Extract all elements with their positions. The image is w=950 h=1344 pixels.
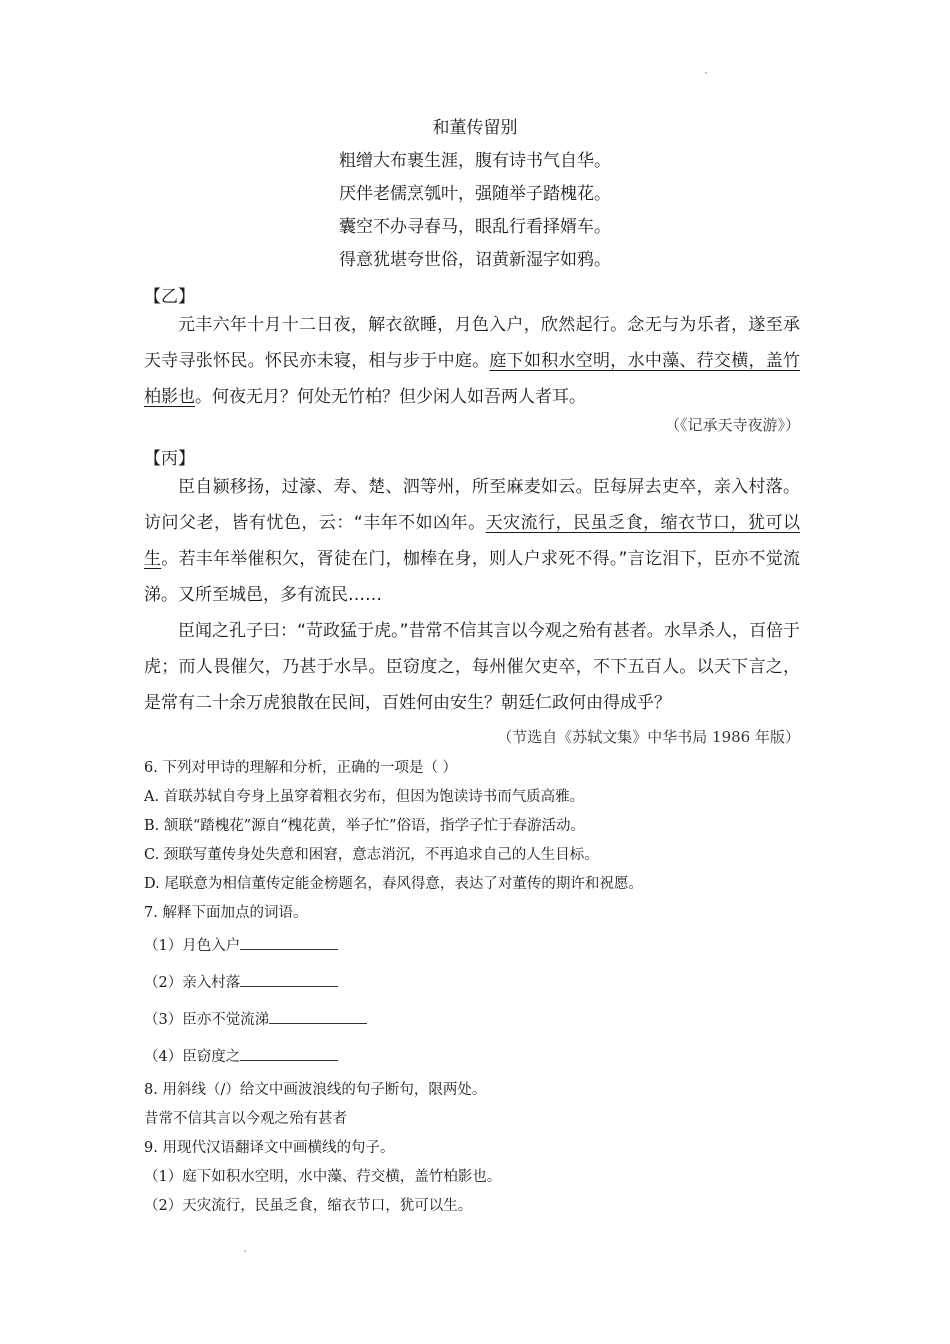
section-mark-yi: 【乙】: [144, 287, 195, 307]
q7-item-text: （1）月色入户: [144, 938, 241, 954]
question-9-stem: 9. 用现代汉语翻译文中画横线的句子。: [144, 1140, 395, 1156]
poem-title: 和董传留别: [432, 118, 518, 138]
answer-blank[interactable]: [240, 972, 338, 987]
poem-block: [0, 112, 950, 277]
poem-line: 粗缯大布裹生涯，腹有诗书气自华。: [339, 151, 611, 171]
scan-dot: [244, 1250, 246, 1252]
q9-item: （1）庭下如积水空明，水中藻、荇交横，盖竹柏影也。: [144, 1169, 502, 1185]
q7-item-text: （3）臣亦不觉流涕: [144, 1012, 270, 1028]
text-run: 。何夜无月？何处无竹柏？但少闲人如吾两人者耳。: [195, 387, 586, 407]
question-7-stem: 7. 解释下面加点的词语。: [144, 905, 308, 921]
source-bing: （节选自《苏轼文集》中华书局 1986 年版）: [497, 728, 800, 746]
source-yi: （《记承天寺夜游》）: [664, 416, 800, 434]
q9-item: （2）天灾流行，民虽乏食，缩衣节口，犹可以生。: [144, 1198, 473, 1214]
question-6-stem: 6. 下列对甲诗的理解和分析，正确的一项是（ ）: [144, 760, 458, 776]
q7-item: [144, 1039, 804, 1076]
answer-blank[interactable]: [269, 1009, 367, 1024]
underlined-sentence: 庭下如积水空明，水中藻、荇交横，盖竹柏影也: [144, 351, 801, 407]
poem-line: 得意犹堪夸世俗，诏黄新湿字如鸦。: [339, 250, 611, 270]
q7-item-text: （4）臣窃度之: [144, 1049, 241, 1065]
q7-item: [144, 928, 804, 965]
option-c: C. 颈联写董传身处失意和困窘，意志消沉，不再追求自己的人生目标。: [144, 847, 599, 863]
question-8-stem: 8. 用斜线（/）给文中画波浪线的句子断句，限两处。: [144, 1082, 487, 1098]
text-run: 臣自颍移扬，过濠、寿、楚、泗等州，所至麻麦如云。臣每屏去吏卒，亲入村落。访问父老，皆有忧色，云：“丰年不如凶年。: [144, 477, 800, 533]
scan-dot: [705, 72, 707, 74]
passage-paragraph: 臣闻之孔子曰：“苛政猛于虎。”昔常不信其言以今观之殆有甚者。水旱杀人，百倍于虎；而人畏催欠，乃甚于水旱。臣窃度之，每州催欠吏卒，不下五百人。以天下言之，是常有二十余万虎狼散在民间，百姓何由安生？朝廷仁政何由得成乎？: [144, 621, 800, 713]
passage-paragraph: [144, 469, 800, 613]
passage-yi: [144, 307, 800, 415]
underlined-sentence: 天灾流行，民虽乏食，缩衣节口，犹可以生: [144, 513, 800, 569]
section-mark-bing: 【丙】: [144, 449, 195, 469]
passage-bing: [144, 469, 800, 721]
q7-item-text: （2）亲入村落: [144, 975, 241, 991]
text-run: 元丰六年十月十二日夜，解衣欲睡，月色入户，欣然起行。念无与为乐者，遂至承天寺寻张怀民。怀民亦未寝，相与步于中庭。: [144, 315, 800, 371]
answer-blank[interactable]: [240, 935, 338, 950]
text-run: 。若丰年举催积欠，胥徒在门，枷棒在身，则人户求死不得。”言讫泪下，臣亦不觉流涕。又所至城邑，多有流民……: [144, 549, 801, 605]
option-d: D. 尾联意为相信董传定能金榜题名，春风得意，表达了对董传的期许和祝愿。: [144, 876, 643, 892]
questions: [144, 754, 804, 1221]
poem-line: 厌伴老儒烹瓠叶，强随举子踏槐花。: [339, 184, 611, 204]
poem-line: 囊空不办寻春马，眼乱行看择婿车。: [339, 217, 611, 237]
q7-item: [144, 965, 804, 1002]
answer-blank[interactable]: [240, 1046, 338, 1061]
option-a: A. 首联苏轼自夸身上虽穿着粗衣劣布，但因为饱读诗书而气质高雅。: [144, 789, 585, 805]
option-b: B. 颔联“踏槐花”源自“槐花黄，举子忙”俗语，指学子忙于春游活动。: [144, 818, 586, 834]
question-8-sentence: 昔常不信其言以今观之殆有甚者: [144, 1111, 347, 1127]
passage-paragraph: [144, 307, 800, 415]
q7-item: [144, 1002, 804, 1039]
